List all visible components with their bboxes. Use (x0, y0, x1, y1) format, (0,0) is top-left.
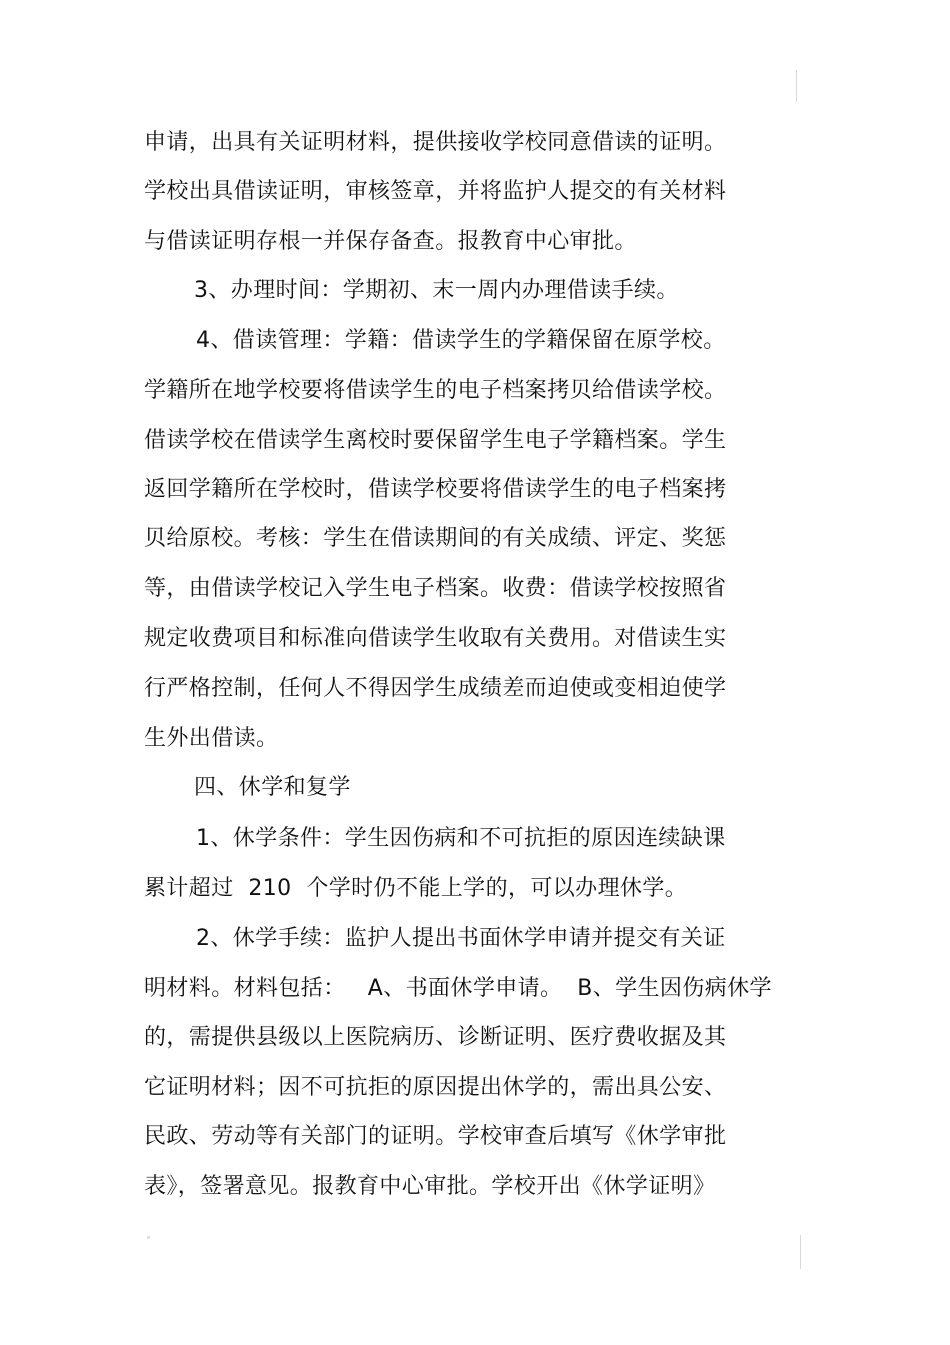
text-line-11: 规定收费项目和标准向借读学生收取有关费用。对借读生实 (144, 626, 727, 651)
text-line-18: 明材料。材料包括： A、书面休学申请。 B、学生因伤病休学 (144, 976, 772, 1001)
section-heading: 四、休学和复学 (194, 775, 351, 800)
text-line-8: 返回学籍所在学校时，借读学校要将借读学生的电子档案拷 (144, 477, 727, 502)
text-line-6: 学籍所在地学校要将借读学生的电子档案拷贝给借读学校。 (144, 378, 727, 403)
text-line-1: 申请，出具有关证明材料，提供接收学校同意借读的证明。 (144, 130, 727, 155)
text-line-16: 累计超过 210 个学时仍不能上学的，可以办理休学。 (144, 876, 688, 901)
text-line-22: 表》，签署意见。报教育中心审批。学校开出《休学证明》 (144, 1174, 716, 1199)
text-line-2: 学校出具借读证明，审核签章，并将监护人提交的有关材料 (144, 179, 727, 204)
text-line-15: 1、休学条件：学生因伤病和不可抗拒的原因连续缺课 (196, 826, 726, 851)
text-line-10: 等，由借读学校记入学生电子档案。收费：借读学校按照省 (144, 576, 727, 601)
text-line-5: 4、借读管理：学籍：借读学生的学籍保留在原学校。 (196, 328, 726, 353)
text-line-17: 2、休学手续：监护人提出书面休学申请并提交有关证 (196, 926, 726, 951)
text-line-4: 3、办理时间：学期初、末一周内办理借读手续。 (194, 278, 679, 303)
text-line-3: 与借读证明存根一并保存备查。报教育中心审批。 (144, 229, 637, 254)
text-line-7: 借读学校在借读学生离校时要保留学生电子学籍档案。学生 (144, 428, 727, 453)
text-line-21: 民政、劳动等有关部门的证明。学校审查后填写《休学审批 (144, 1124, 727, 1149)
text-line-20: 它证明材料；因不可抗拒的原因提出休学的，需出具公安、 (144, 1075, 727, 1100)
page-corner-mark (147, 1236, 150, 1239)
page-edge-mark-bottom (800, 1235, 801, 1269)
page-edge-mark-top (796, 70, 797, 102)
text-line-19: 的，需提供县级以上医院病历、诊断证明、医疗费收据及其 (144, 1025, 727, 1050)
text-line-12: 行严格控制，任何人不得因学生成绩差而迫使或变相迫使学 (144, 676, 727, 701)
text-line-13: 生外出借读。 (144, 726, 279, 751)
text-line-9: 贝给原校。考核：学生在借读期间的有关成绩、评定、奖惩 (144, 526, 727, 551)
